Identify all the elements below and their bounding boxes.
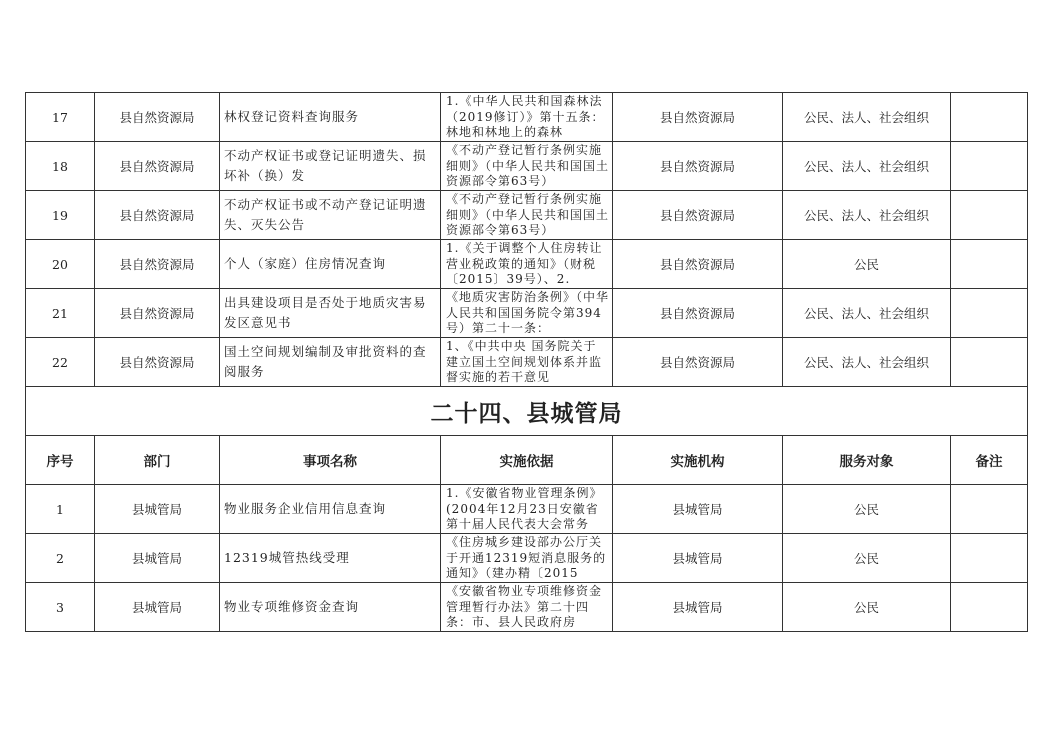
row-item-name: 12319城管热线受理	[220, 534, 441, 583]
row-basis-text: 《安徽省物业专项维修资金管理暂行办法》第二十四条：市、县人民政府房	[446, 584, 603, 629]
row-department: 县城管局	[95, 583, 220, 632]
row-item-name: 物业服务企业信用信息查询	[220, 485, 441, 534]
row-basis	[441, 338, 613, 387]
row-target: 公民	[783, 534, 951, 583]
row-number: 22	[26, 338, 95, 387]
row-basis-text: 《地质灾害防治条例》（中华人民共和国国务院令第394号）第二十一条：	[446, 290, 610, 335]
header-note: 备注	[951, 436, 1028, 485]
table-row	[26, 338, 1028, 387]
row-target: 公民	[783, 485, 951, 534]
row-basis	[441, 289, 613, 338]
row-agency: 县城管局	[613, 583, 783, 632]
row-item-name: 物业专项维修资金查询	[220, 583, 441, 632]
row-basis-text: 《住房城乡建设部办公厅关于开通12319短消息服务的通知》（建办精〔2015	[446, 535, 607, 580]
row-item-name: 出具建设项目是否处于地质灾害易发区意见书	[220, 289, 441, 338]
row-agency: 县城管局	[613, 534, 783, 583]
row-agency: 县自然资源局	[613, 93, 783, 142]
row-number: 18	[26, 142, 95, 191]
table-row	[26, 583, 1028, 632]
section-title: 二十四、县城管局	[26, 387, 1028, 436]
row-number: 2	[26, 534, 95, 583]
table-row	[26, 93, 1028, 142]
row-basis	[441, 191, 613, 240]
row-item-name: 国土空间规划编制及审批资料的查阅服务	[220, 338, 441, 387]
row-basis	[441, 583, 613, 632]
row-note	[951, 338, 1028, 387]
row-note	[951, 289, 1028, 338]
row-department: 县自然资源局	[95, 191, 220, 240]
header-dept: 部门	[95, 436, 220, 485]
row-basis	[441, 142, 613, 191]
table-row	[26, 485, 1028, 534]
row-basis-text: 《不动产登记暂行条例实施细则》（中华人民共和国国土资源部令第63号）	[446, 192, 610, 237]
row-note	[951, 240, 1028, 289]
row-basis-text: 1、《中共中央 国务院关于建立国土空间规划体系并监督实施的若干意见	[446, 339, 603, 384]
row-basis-text: 1.《中华人民共和国森林法（2019修订）》第十五条：林地和林地上的森林	[446, 94, 605, 139]
row-number: 20	[26, 240, 95, 289]
row-basis	[441, 93, 613, 142]
row-item-name: 不动产权证书或不动产登记证明遗失、灭失公告	[220, 191, 441, 240]
row-agency: 县自然资源局	[613, 240, 783, 289]
row-agency: 县自然资源局	[613, 191, 783, 240]
row-target: 公民	[783, 240, 951, 289]
row-note	[951, 534, 1028, 583]
table-row	[26, 534, 1028, 583]
row-target: 公民、法人、社会组织	[783, 142, 951, 191]
row-basis-text: 1.《安徽省物业管理条例》(2004年12月23日安徽省第十届人民代表大会常务	[446, 486, 603, 531]
row-agency: 县自然资源局	[613, 338, 783, 387]
row-department: 县自然资源局	[95, 289, 220, 338]
table-row	[26, 142, 1028, 191]
row-item-name: 个人（家庭）住房情况查询	[220, 240, 441, 289]
header-no: 序号	[26, 436, 95, 485]
lower-rows	[26, 485, 1028, 632]
row-agency: 县自然资源局	[613, 142, 783, 191]
row-agency: 县自然资源局	[613, 289, 783, 338]
table-row	[26, 191, 1028, 240]
row-number: 19	[26, 191, 95, 240]
row-basis-text: 《不动产登记暂行条例实施细则》（中华人民共和国国土资源部令第63号）	[446, 143, 610, 188]
row-number: 17	[26, 93, 95, 142]
row-agency: 县城管局	[613, 485, 783, 534]
service-table	[25, 92, 1028, 632]
row-department: 县自然资源局	[95, 93, 220, 142]
row-department: 县城管局	[95, 485, 220, 534]
header-agency: 实施机构	[613, 436, 783, 485]
table-row	[26, 240, 1028, 289]
row-item-name: 不动产权证书或登记证明遗失、损坏补（换）发	[220, 142, 441, 191]
row-target: 公民、法人、社会组织	[783, 338, 951, 387]
header-target: 服务对象	[783, 436, 951, 485]
row-basis	[441, 534, 613, 583]
row-basis-text: 1.《关于调整个人住房转让营业税政策的通知》（财税〔2015〕39号）、2.	[446, 241, 603, 286]
section-row	[26, 387, 1028, 436]
upper-rows	[26, 93, 1028, 387]
row-number: 3	[26, 583, 95, 632]
header-row	[26, 436, 1028, 485]
row-note	[951, 93, 1028, 142]
header-basis: 实施依据	[441, 436, 613, 485]
row-department: 县自然资源局	[95, 142, 220, 191]
row-note	[951, 142, 1028, 191]
row-target: 公民、法人、社会组织	[783, 191, 951, 240]
row-number: 21	[26, 289, 95, 338]
row-target: 公民、法人、社会组织	[783, 289, 951, 338]
row-note	[951, 583, 1028, 632]
row-department: 县城管局	[95, 534, 220, 583]
row-target: 公民	[783, 583, 951, 632]
row-basis	[441, 240, 613, 289]
table-row	[26, 289, 1028, 338]
row-department: 县自然资源局	[95, 338, 220, 387]
row-item-name: 林权登记资料查询服务	[220, 93, 441, 142]
row-note	[951, 191, 1028, 240]
row-department: 县自然资源局	[95, 240, 220, 289]
row-note	[951, 485, 1028, 534]
row-basis	[441, 485, 613, 534]
row-target: 公民、法人、社会组织	[783, 93, 951, 142]
row-number: 1	[26, 485, 95, 534]
header-item: 事项名称	[220, 436, 441, 485]
